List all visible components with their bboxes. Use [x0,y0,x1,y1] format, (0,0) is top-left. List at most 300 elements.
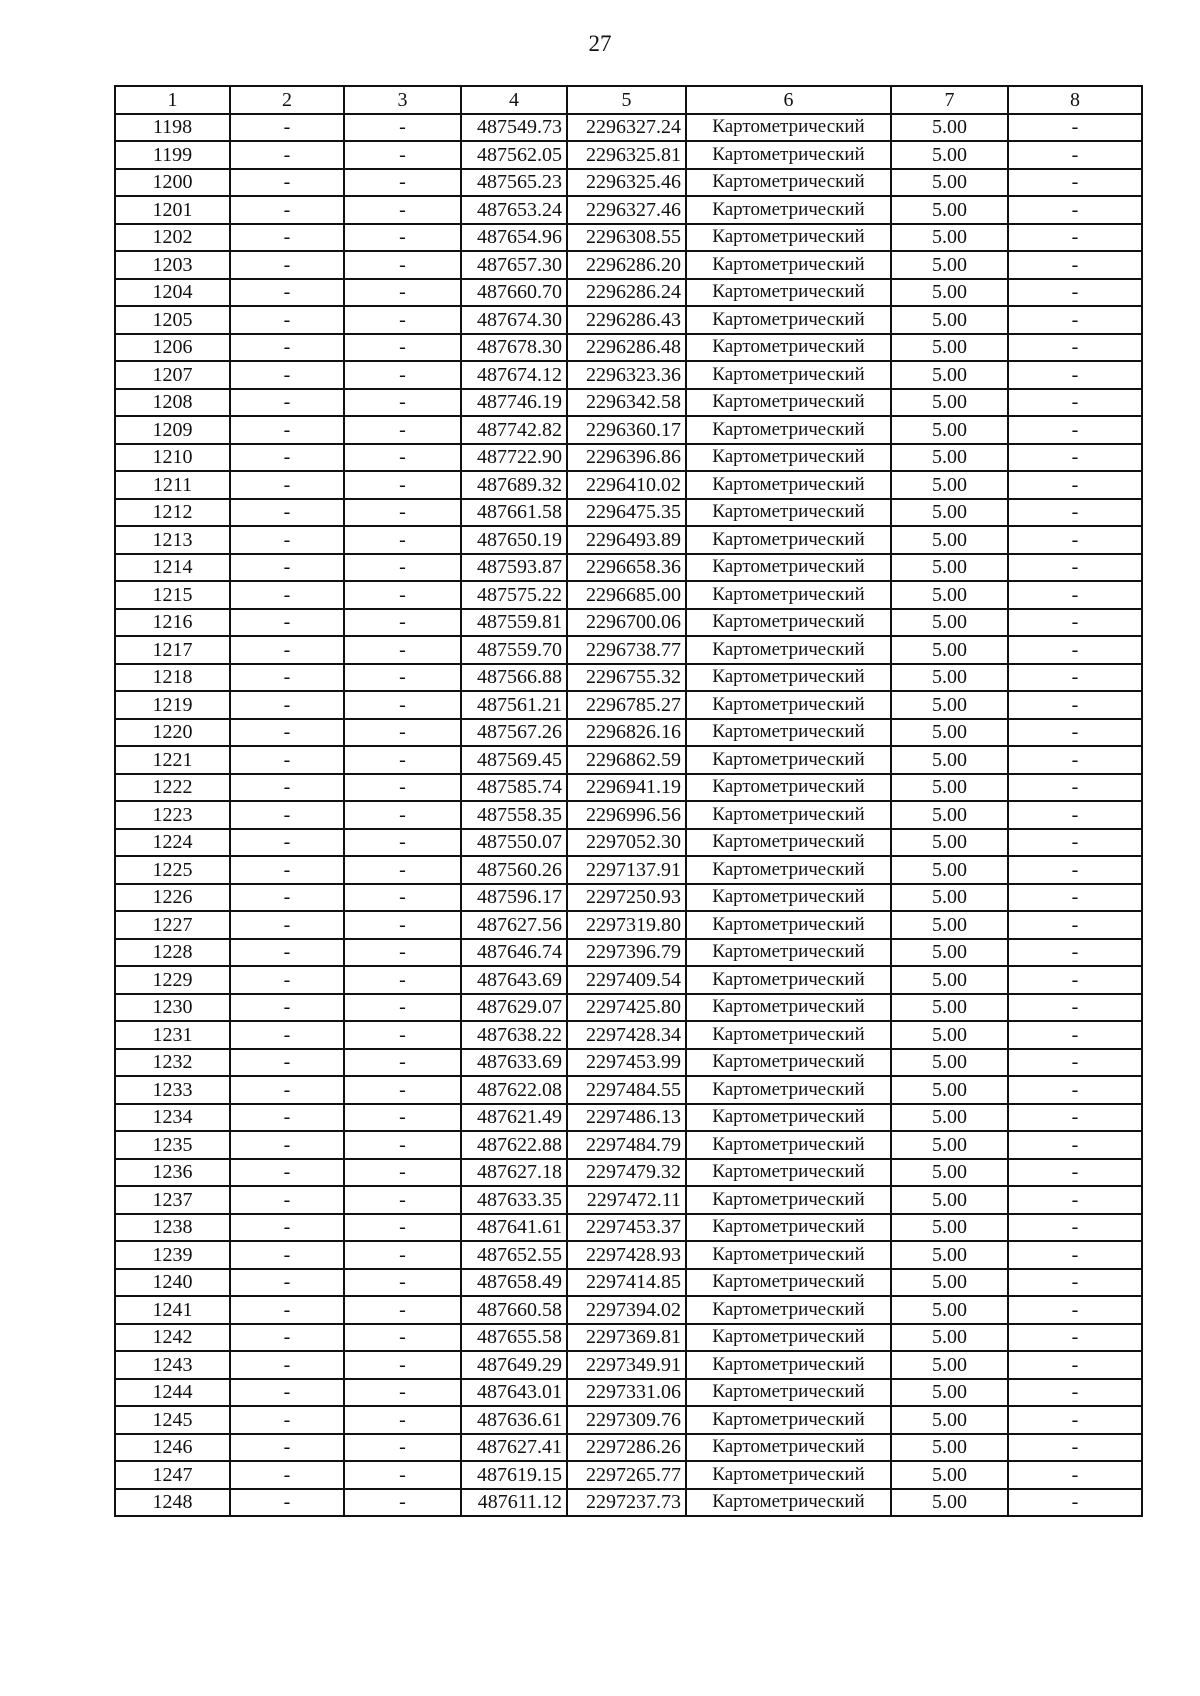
cell-col8: - [1008,444,1142,472]
cell-col3: - [344,416,461,444]
coord-x: 487629.07 [461,994,567,1022]
cell-col3: - [344,306,461,334]
table-row [115,389,1142,417]
cell-col8: - [1008,719,1142,747]
column-header: 7 [891,86,1008,114]
accuracy: 5.00 [891,1406,1008,1434]
coord-x: 487689.32 [461,471,567,499]
coord-y: 2296475.35 [567,499,686,527]
coord-y: 2297237.73 [567,1489,686,1517]
page-number: 27 [588,31,612,56]
method: Картометрический [686,279,891,307]
accuracy: 5.00 [891,1461,1008,1489]
cell-col2: - [230,224,344,252]
method: Картометрический [686,609,891,637]
coord-y: 2297309.76 [567,1406,686,1434]
cell-col8: - [1008,1131,1142,1159]
point-number: 1199 [115,141,230,169]
cell-col8: - [1008,829,1142,857]
point-number: 1243 [115,1351,230,1379]
column-header: 6 [686,86,891,114]
cell-col2: - [230,1351,344,1379]
coord-x: 487585.74 [461,774,567,802]
coord-y: 2297369.81 [567,1324,686,1352]
coord-y: 2296755.32 [567,664,686,692]
table-row [115,499,1142,527]
cell-col3: - [344,251,461,279]
accuracy: 5.00 [891,1076,1008,1104]
cell-col3: - [344,1076,461,1104]
table-row [115,1131,1142,1159]
coord-y: 2296396.86 [567,444,686,472]
cell-col8: - [1008,526,1142,554]
method: Картометрический [686,114,891,142]
cell-col3: - [344,966,461,994]
coord-y: 2296308.55 [567,224,686,252]
point-number: 1207 [115,361,230,389]
coord-y: 2297472.11 [567,1186,686,1214]
point-number: 1201 [115,196,230,224]
point-number: 1227 [115,911,230,939]
cell-col3: - [344,1489,461,1517]
method: Картометрический [686,1076,891,1104]
cell-col2: - [230,279,344,307]
point-number: 1218 [115,664,230,692]
cell-col2: - [230,856,344,884]
method: Картометрический [686,884,891,912]
cell-col8: - [1008,994,1142,1022]
table-row [115,224,1142,252]
cell-col3: - [344,471,461,499]
point-number: 1232 [115,1049,230,1077]
method: Картометрический [686,251,891,279]
cell-col3: - [344,1434,461,1462]
coord-y: 2297286.26 [567,1434,686,1462]
cell-col3: - [344,1269,461,1297]
table-row [115,1434,1142,1462]
cell-col8: - [1008,334,1142,362]
cell-col3: - [344,1104,461,1132]
coord-x: 487678.30 [461,334,567,362]
coord-y: 2297349.91 [567,1351,686,1379]
coord-y: 2296941.19 [567,774,686,802]
coord-x: 487622.88 [461,1131,567,1159]
accuracy: 5.00 [891,994,1008,1022]
point-number: 1245 [115,1406,230,1434]
table-row [115,636,1142,664]
coordinates-table [114,85,1143,1517]
coord-y: 2296738.77 [567,636,686,664]
method: Картометрический [686,1186,891,1214]
table-row [115,361,1142,389]
cell-col2: - [230,829,344,857]
coord-y: 2296286.24 [567,279,686,307]
table-row [115,1021,1142,1049]
cell-col8: - [1008,884,1142,912]
point-number: 1205 [115,306,230,334]
accuracy: 5.00 [891,774,1008,802]
cell-col3: - [344,636,461,664]
cell-col2: - [230,911,344,939]
cell-col3: - [344,1324,461,1352]
cell-col3: - [344,526,461,554]
method: Картометрический [686,966,891,994]
column-header: 8 [1008,86,1142,114]
coord-x: 487627.18 [461,1159,567,1187]
point-number: 1228 [115,939,230,967]
cell-col3: - [344,801,461,829]
accuracy: 5.00 [891,526,1008,554]
method: Картометрический [686,1296,891,1324]
method: Картометрический [686,801,891,829]
point-number: 1239 [115,1241,230,1269]
accuracy: 5.00 [891,1104,1008,1132]
point-number: 1241 [115,1296,230,1324]
coord-x: 487742.82 [461,416,567,444]
cell-col2: - [230,966,344,994]
table-row [115,1461,1142,1489]
cell-col2: - [230,1159,344,1187]
accuracy: 5.00 [891,361,1008,389]
coord-x: 487549.73 [461,114,567,142]
cell-col3: - [344,1131,461,1159]
cell-col8: - [1008,554,1142,582]
method: Картометрический [686,746,891,774]
coord-y: 2296700.06 [567,609,686,637]
table-row [115,169,1142,197]
accuracy: 5.00 [891,1021,1008,1049]
coord-y: 2297396.79 [567,939,686,967]
coord-x: 487566.88 [461,664,567,692]
accuracy: 5.00 [891,169,1008,197]
point-number: 1223 [115,801,230,829]
coord-x: 487643.01 [461,1379,567,1407]
coord-y: 2297486.13 [567,1104,686,1132]
method: Картометрический [686,1241,891,1269]
cell-col2: - [230,334,344,362]
method: Картометрический [686,1159,891,1187]
table-row [115,1159,1142,1187]
cell-col2: - [230,581,344,609]
method: Картометрический [686,389,891,417]
cell-col8: - [1008,1296,1142,1324]
cell-col8: - [1008,1379,1142,1407]
coord-x: 487627.41 [461,1434,567,1462]
table-row [115,1214,1142,1242]
method: Картометрический [686,719,891,747]
point-number: 1238 [115,1214,230,1242]
cell-col8: - [1008,939,1142,967]
accuracy: 5.00 [891,471,1008,499]
cell-col2: - [230,1021,344,1049]
cell-col8: - [1008,911,1142,939]
method: Картометрический [686,994,891,1022]
table-row [115,911,1142,939]
cell-col2: - [230,554,344,582]
table-row [115,251,1142,279]
table-row [115,994,1142,1022]
cell-col3: - [344,1461,461,1489]
table-body [115,114,1142,1517]
coord-y: 2296286.43 [567,306,686,334]
coord-y: 2297425.80 [567,994,686,1022]
coord-y: 2297265.77 [567,1461,686,1489]
coord-x: 487621.49 [461,1104,567,1132]
table-row [115,1049,1142,1077]
point-number: 1229 [115,966,230,994]
method: Картометрический [686,1461,891,1489]
point-number: 1244 [115,1379,230,1407]
method: Картометрический [686,444,891,472]
method: Картометрический [686,499,891,527]
point-number: 1248 [115,1489,230,1517]
accuracy: 5.00 [891,884,1008,912]
table-row [115,1324,1142,1352]
point-number: 1206 [115,334,230,362]
cell-col8: - [1008,1159,1142,1187]
cell-col2: - [230,114,344,142]
cell-col3: - [344,389,461,417]
cell-col2: - [230,719,344,747]
coord-y: 2296325.46 [567,169,686,197]
coord-x: 487654.96 [461,224,567,252]
point-number: 1247 [115,1461,230,1489]
accuracy: 5.00 [891,1049,1008,1077]
cell-col3: - [344,114,461,142]
cell-col8: - [1008,691,1142,719]
cell-col8: - [1008,169,1142,197]
cell-col8: - [1008,746,1142,774]
coord-x: 487569.45 [461,746,567,774]
point-number: 1221 [115,746,230,774]
coord-x: 487596.17 [461,884,567,912]
method: Картометрический [686,1379,891,1407]
method: Картометрический [686,1131,891,1159]
cell-col8: - [1008,966,1142,994]
coord-x: 487746.19 [461,389,567,417]
point-number: 1203 [115,251,230,279]
method: Картометрический [686,554,891,582]
cell-col3: - [344,829,461,857]
cell-col2: - [230,636,344,664]
coord-x: 487636.61 [461,1406,567,1434]
cell-col2: - [230,361,344,389]
point-number: 1198 [115,114,230,142]
coord-y: 2297394.02 [567,1296,686,1324]
cell-col2: - [230,1434,344,1462]
cell-col8: - [1008,609,1142,637]
coord-x: 487649.29 [461,1351,567,1379]
cell-col3: - [344,774,461,802]
coord-x: 487550.07 [461,829,567,857]
accuracy: 5.00 [891,636,1008,664]
coord-x: 487622.08 [461,1076,567,1104]
accuracy: 5.00 [891,1186,1008,1214]
cell-col8: - [1008,1351,1142,1379]
accuracy: 5.00 [891,416,1008,444]
coord-x: 487722.90 [461,444,567,472]
cell-col8: - [1008,196,1142,224]
coord-x: 487652.55 [461,1241,567,1269]
coord-x: 487653.24 [461,196,567,224]
cell-col2: - [230,1049,344,1077]
coord-x: 487660.70 [461,279,567,307]
coord-x: 487567.26 [461,719,567,747]
coord-x: 487638.22 [461,1021,567,1049]
table-row [115,719,1142,747]
cell-col2: - [230,1379,344,1407]
cell-col2: - [230,389,344,417]
column-header: 2 [230,86,344,114]
accuracy: 5.00 [891,1159,1008,1187]
coord-x: 487674.30 [461,306,567,334]
cell-col2: - [230,884,344,912]
point-number: 1220 [115,719,230,747]
cell-col8: - [1008,1269,1142,1297]
coord-y: 2297453.99 [567,1049,686,1077]
column-header: 1 [115,86,230,114]
cell-col8: - [1008,114,1142,142]
coord-x: 487559.70 [461,636,567,664]
accuracy: 5.00 [891,279,1008,307]
cell-col8: - [1008,471,1142,499]
accuracy: 5.00 [891,499,1008,527]
accuracy: 5.00 [891,1296,1008,1324]
method: Картометрический [686,1021,891,1049]
cell-col2: - [230,774,344,802]
cell-col2: - [230,169,344,197]
coord-x: 487593.87 [461,554,567,582]
accuracy: 5.00 [891,554,1008,582]
cell-col2: - [230,499,344,527]
coord-y: 2297319.80 [567,911,686,939]
table-row [115,609,1142,637]
coord-y: 2297052.30 [567,829,686,857]
cell-col2: - [230,251,344,279]
accuracy: 5.00 [891,1131,1008,1159]
point-number: 1237 [115,1186,230,1214]
coord-y: 2296342.58 [567,389,686,417]
cell-col8: - [1008,856,1142,884]
cell-col8: - [1008,1076,1142,1104]
cell-col8: - [1008,361,1142,389]
method: Картометрический [686,1104,891,1132]
method: Картометрический [686,636,891,664]
cell-col2: - [230,444,344,472]
coord-x: 487650.19 [461,526,567,554]
cell-col3: - [344,1296,461,1324]
accuracy: 5.00 [891,609,1008,637]
coord-y: 2296325.81 [567,141,686,169]
coord-y: 2296685.00 [567,581,686,609]
coord-x: 487633.35 [461,1186,567,1214]
coord-y: 2296327.24 [567,114,686,142]
cell-col2: - [230,691,344,719]
accuracy: 5.00 [891,1241,1008,1269]
cell-col2: - [230,1489,344,1517]
cell-col8: - [1008,141,1142,169]
cell-col2: - [230,471,344,499]
cell-col3: - [344,196,461,224]
coord-x: 487643.69 [461,966,567,994]
coord-y: 2296327.46 [567,196,686,224]
cell-col3: - [344,1021,461,1049]
coord-x: 487655.58 [461,1324,567,1352]
table-row [115,416,1142,444]
coord-y: 2296360.17 [567,416,686,444]
point-number: 1210 [115,444,230,472]
accuracy: 5.00 [891,1324,1008,1352]
point-number: 1222 [115,774,230,802]
coord-y: 2296826.16 [567,719,686,747]
point-number: 1214 [115,554,230,582]
point-number: 1224 [115,829,230,857]
cell-col8: - [1008,774,1142,802]
cell-col3: - [344,939,461,967]
point-number: 1225 [115,856,230,884]
method: Картометрический [686,856,891,884]
cell-col3: - [344,444,461,472]
method: Картометрический [686,1324,891,1352]
method: Картометрический [686,581,891,609]
coord-y: 2296862.59 [567,746,686,774]
cell-col2: - [230,196,344,224]
table-row [115,1269,1142,1297]
cell-col8: - [1008,581,1142,609]
table-row [115,1104,1142,1132]
table-row [115,444,1142,472]
method: Картометрический [686,939,891,967]
coord-x: 487565.23 [461,169,567,197]
cell-col2: - [230,306,344,334]
cell-col2: - [230,416,344,444]
coord-x: 487562.05 [461,141,567,169]
cell-col3: - [344,334,461,362]
cell-col3: - [344,1214,461,1242]
coord-x: 487619.15 [461,1461,567,1489]
point-number: 1209 [115,416,230,444]
coord-y: 2297479.32 [567,1159,686,1187]
coord-y: 2297331.06 [567,1379,686,1407]
cell-col3: - [344,609,461,637]
table-row [115,554,1142,582]
accuracy: 5.00 [891,911,1008,939]
accuracy: 5.00 [891,306,1008,334]
table-row [115,829,1142,857]
cell-col2: - [230,1324,344,1352]
cell-col2: - [230,1186,344,1214]
accuracy: 5.00 [891,114,1008,142]
cell-col8: - [1008,224,1142,252]
cell-col8: - [1008,416,1142,444]
coord-y: 2297250.93 [567,884,686,912]
coord-x: 487559.81 [461,609,567,637]
cell-col2: - [230,1406,344,1434]
cell-col8: - [1008,1214,1142,1242]
coord-y: 2296286.20 [567,251,686,279]
coord-x: 487658.49 [461,1269,567,1297]
accuracy: 5.00 [891,1379,1008,1407]
coord-x: 487661.58 [461,499,567,527]
table-row [115,196,1142,224]
accuracy: 5.00 [891,1351,1008,1379]
method: Картометрический [686,334,891,362]
cell-col8: - [1008,251,1142,279]
cell-col2: - [230,1131,344,1159]
cell-col8: - [1008,306,1142,334]
cell-col2: - [230,939,344,967]
point-number: 1246 [115,1434,230,1462]
